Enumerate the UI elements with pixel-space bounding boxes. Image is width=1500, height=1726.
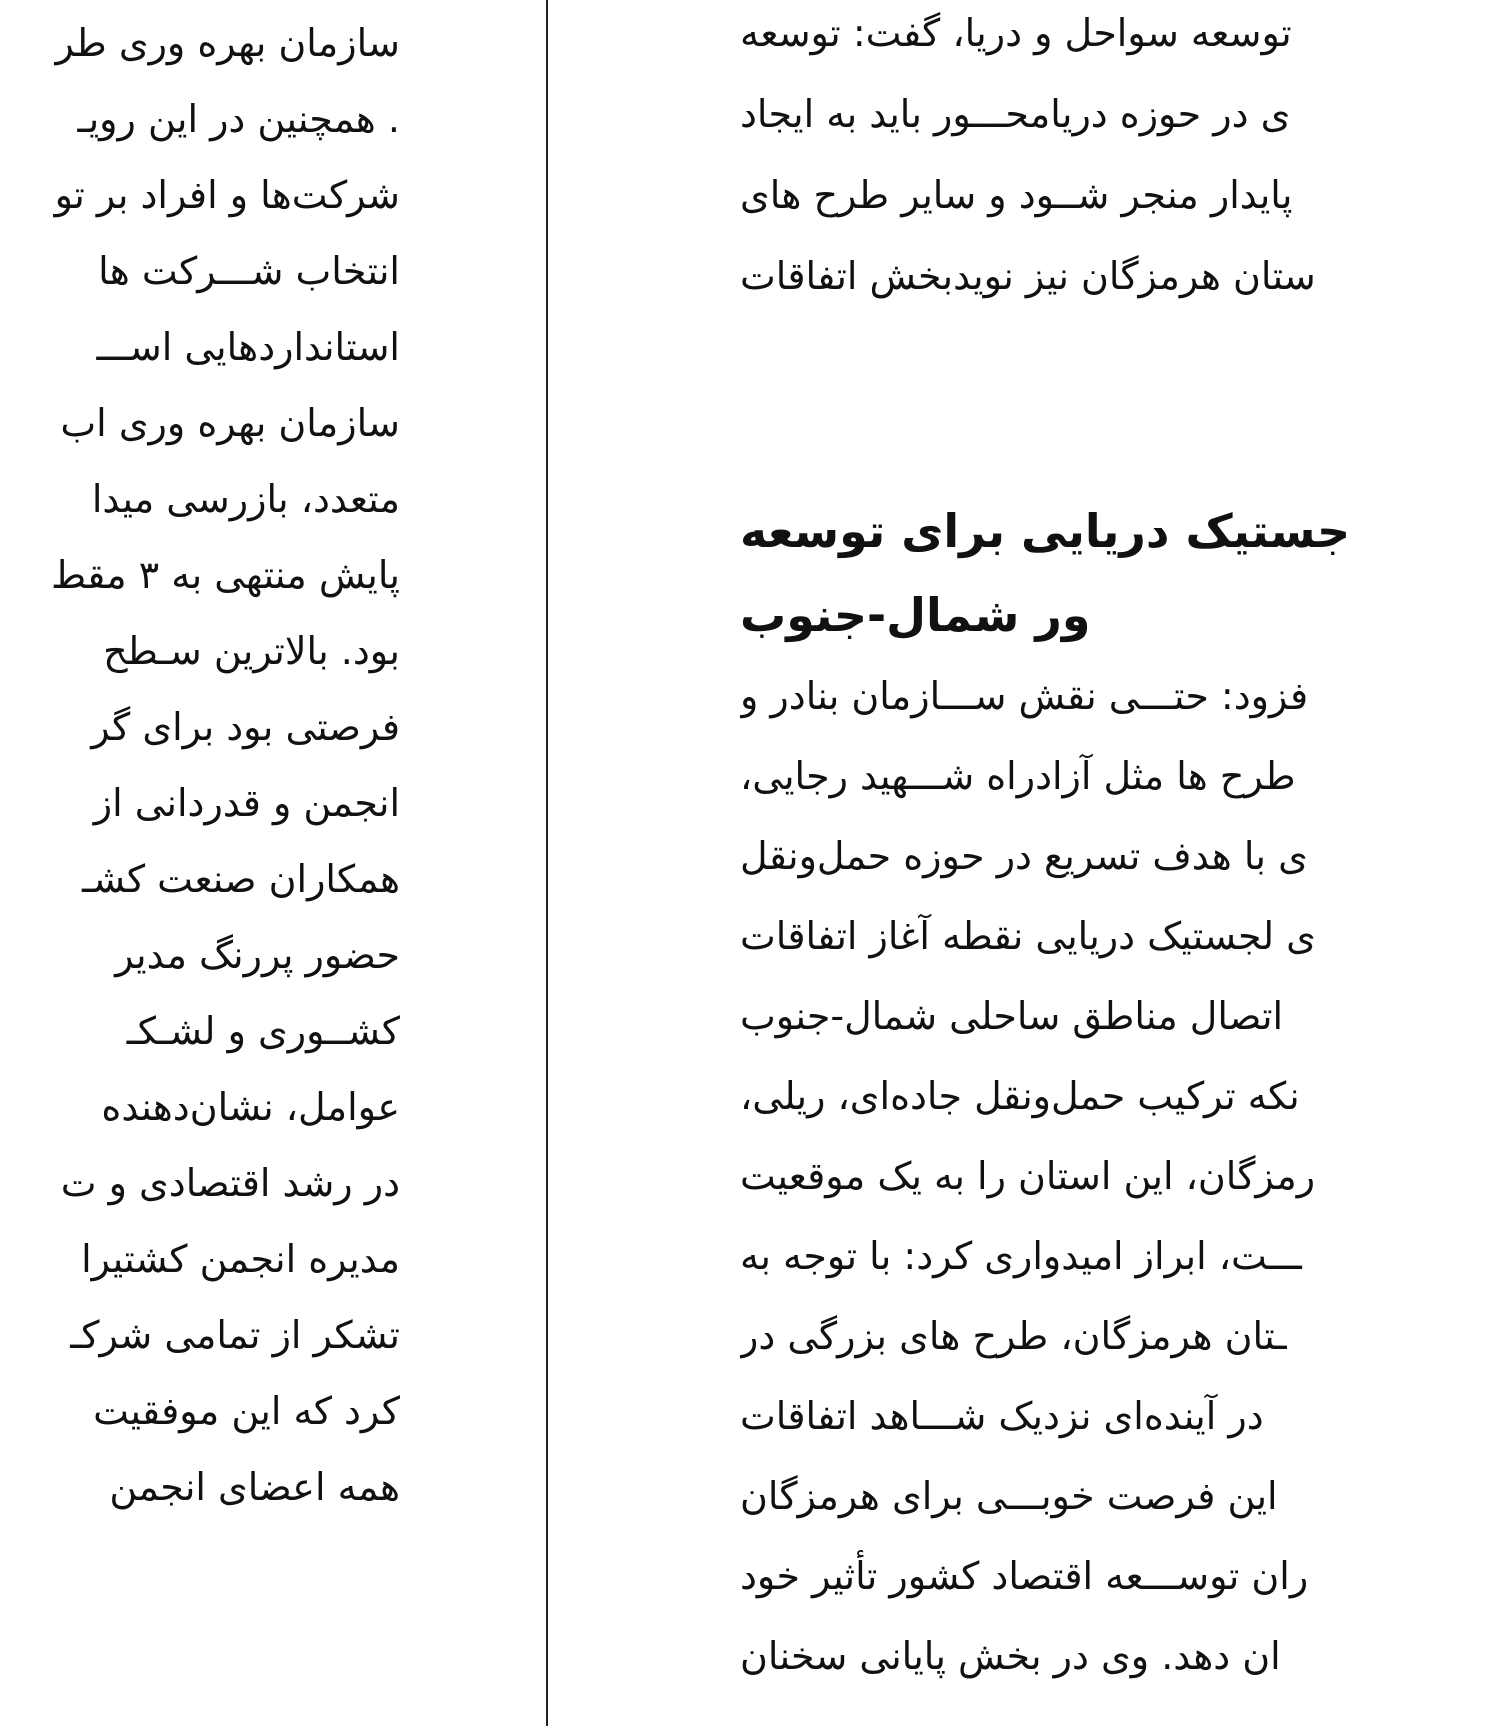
text-line: حضور پررنگ مدیر <box>115 933 400 977</box>
text-line: کشــوری و لشـکـ <box>126 1009 400 1053</box>
text-line: در رشد اقتصادی و ت <box>60 1161 400 1205</box>
text-line: فزود: حتـــی نقش ســـازمان بنادر و <box>740 674 1309 718</box>
text-line: بود. بالاترین سـطح <box>103 629 400 673</box>
text-line: فرصتی بود برای گر <box>91 705 400 749</box>
text-line: سازمان بهره وری اب <box>60 401 400 445</box>
text-line: ان دهد. وی در بخش پایانی سخنان <box>740 1634 1281 1678</box>
text-line: عوامل، نشان‌دهنده <box>101 1085 400 1129</box>
text-line: در آینده‌ای نزدیک شـــاهد اتفاقات <box>740 1394 1264 1438</box>
text-line: انجمن و قدردانی از <box>93 781 400 825</box>
text-line: ستان هرمزگان نیز نویدبخش اتفاقات <box>740 254 1316 298</box>
text-line: پایدار منجر شــود و سایر طرح های <box>740 173 1293 217</box>
text-line: شرکت‌ها و افراد بر تو <box>54 173 400 217</box>
text-line: استانداردهایی اســـ <box>96 325 400 369</box>
article-heading-line: ور شمال-جنوب <box>740 588 1091 642</box>
text-line: انتخاب شـــرکت ها <box>98 249 400 293</box>
text-line: کرد که این موفقیت <box>93 1389 400 1433</box>
text-line: مدیره انجمن کشتیرا <box>81 1237 400 1281</box>
text-line: همه اعضای انجمن <box>109 1465 400 1509</box>
text-line: توسعه سواحل و دریا، گفت: توسعه <box>740 11 1292 55</box>
text-line: ـتان هرمزگان، طرح های بزرگی در <box>740 1314 1287 1358</box>
text-line: این فرصت خوبـــی برای هرمزگان <box>740 1474 1278 1518</box>
text-line: پایش منتهی به ۳ مقط <box>51 553 400 597</box>
text-line: همکاران صنعت کشـ <box>81 857 400 901</box>
text-line: ی با هدف تسریع در حوزه حمل‌ونقل <box>740 834 1308 878</box>
right-column <box>740 0 1500 1726</box>
text-line: نکه ترکیب حمل‌ونقل جاده‌ای، ریلی، <box>740 1074 1300 1118</box>
text-line: . همچنین در این رویـ <box>77 97 400 141</box>
left-column <box>0 0 400 1726</box>
text-line: تشکر از تمامی شرکـ <box>70 1313 400 1357</box>
text-line: ران توســـعه اقتصاد کشور تأثیر خود <box>740 1554 1309 1598</box>
text-line: ی در حوزه دریامحـــور باید به ایجاد <box>740 92 1291 136</box>
text-line: طرح ها مثل آزادراه شـــهید رجایی، <box>740 754 1296 798</box>
column-divider <box>546 0 548 1726</box>
text-line: سازمان بهره وری طر <box>55 21 400 65</box>
text-line: ـــت، ابراز امیدواری کرد: با توجه به <box>740 1234 1302 1278</box>
article-heading-line: جستیک دریایی برای توسعه <box>740 504 1351 558</box>
text-line: اتصال مناطق ساحلی شمال-جنوب <box>740 994 1284 1038</box>
text-line: متعدد، بازرسی میدا <box>91 477 400 521</box>
text-line: ی لجستیک دریایی نقطه آغاز اتفاقات <box>740 914 1316 958</box>
text-line: رمزگان، این استان را به یک موقعیت <box>740 1154 1316 1198</box>
